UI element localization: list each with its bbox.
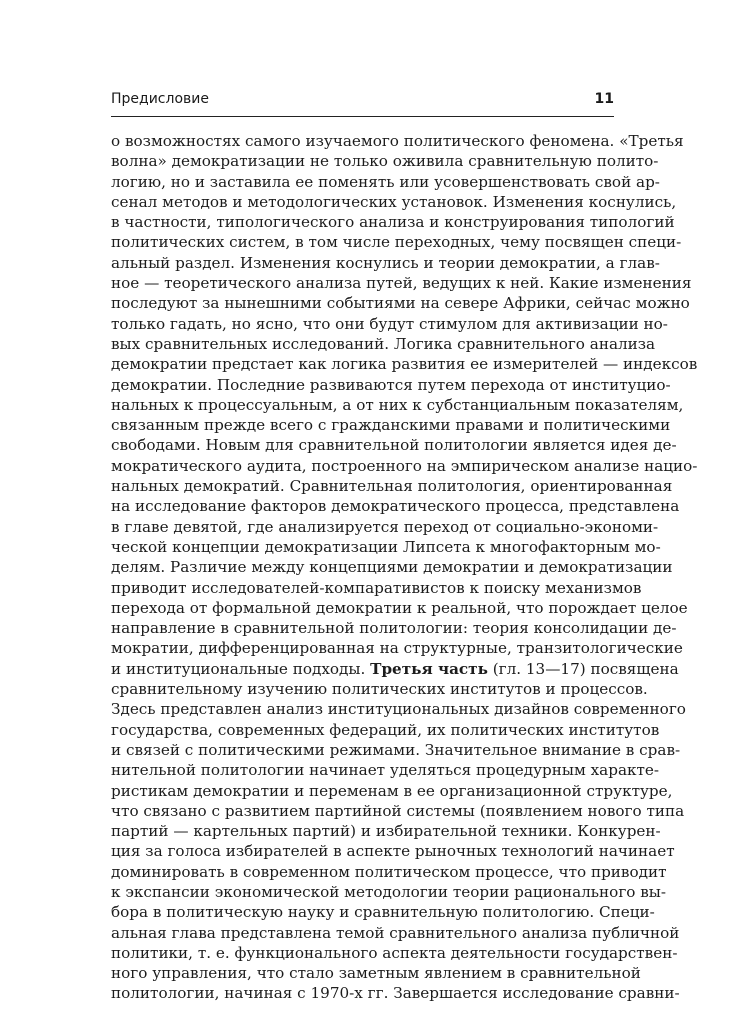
text-line: мократического аудита, построенного на эмпирическом анализе нацио- [111,456,698,475]
text-line: направление в сравнительной политологии: теория консолидации де- [111,619,677,638]
text-line: ного управления, что стало заметным явлением в сравнительной [111,964,641,983]
text-line: о возможностях самого изучаемого политического феномена. «Третья [111,132,684,150]
text-line: альный раздел. Изменения коснулись и теории демократии, а глав- [111,253,660,272]
text-line: Здесь представлен анализ институциональных дизайнов современного [111,700,686,719]
text-line: политологии, начиная с 1970-х гг. Завершается исследование сравни- [111,984,680,1003]
text-line: свободами. Новым для сравнительной политологии является идея де- [111,436,677,455]
text-line: связанным прежде всего с гражданскими правами и политическими [111,416,671,435]
text-line: политики, т. е. функционального аспекта деятельности государствен- [111,943,678,962]
text-line: в частности, типологического анализа и конструирования типологий [111,213,675,232]
text-line: сравнительному изучению политических институтов и процессов. [111,680,648,699]
text-line: ристикам демократии и переменам в ее организационной структуре, [111,781,673,800]
text-line: вых сравнительных исследований. Логика сравнительного анализа [111,334,656,353]
text-line: на исследование факторов демократического процесса, представлена [111,497,680,516]
text-line: и связей с политическими режимами. Значительное внимание в срав- [111,740,681,759]
text-line: логию, но и заставила ее поменять или усовершенствовать свой ар- [111,172,660,191]
text-line: нальных демократий. Сравнительная политология, ориентированная [111,477,673,496]
text-line: демократии. Последние развиваются путем перехода от институцио- [111,375,671,394]
text-line: делям. Различие между концепциями демократии и демократизации [111,558,673,577]
text-line: партий — картельных партий) и избирательной техники. Конкурен- [111,822,661,841]
text-line [111,659,679,679]
text-line-part: и институциональные подходы. [111,659,371,678]
running-head-title: Предисловие [111,91,209,107]
text-line: альная глава представлена темой сравнительного анализа публичной [111,923,680,942]
text-line: демократии предстает как логика развития ее измерителей — индексов [111,355,698,374]
text-line-part: (гл. 13—17) посвящена [487,659,679,678]
text-line: приводит исследователей-компаративистов к поиску механизмов [111,578,642,597]
text-line: политических систем, в том числе переходных, чему посвящен специ- [111,233,682,252]
header-rule [111,116,614,117]
bold-phrase: Третья часть [370,659,488,678]
text-line: в главе девятой, где анализируется переход от социально-экономи- [111,517,659,536]
text-line: нительной политологии начинает уделяться процедурным характе- [111,761,660,780]
body-text [111,131,698,1004]
text-line: доминировать в современном политическом процессе, что приводит [111,862,667,881]
text-line: последуют за нынешними событиями на севере Африки, сейчас можно [111,294,690,313]
text-line: бора в политическую науку и сравнительную политологию. Специ- [111,903,655,922]
text-line: ческой концепции демократизации Липсета к многофакторным мо- [111,537,661,556]
text-line: государства, современных федераций, их политических институтов [111,720,660,739]
text-line: к экспансии экономической методологии теории рационального вы- [111,882,667,901]
text-line: мократии, дифференцированная на структурные, транзитологические [111,639,683,658]
text-line: что связано с развитием партийной системы (появлением нового типа [111,801,685,820]
text-line: только гадать, но ясно, что они будут стимулом для активизации но- [111,314,668,333]
text-line: волна» демократизации не только оживила сравнительную полито- [111,152,659,171]
text-line: сенал методов и методологических установок. Изменения коснулись, [111,192,677,211]
text-line: ция за голоса избирателей в аспекте рыночных технологий начинает [111,842,675,861]
text-line: нальных к процессуальным, а от них к субстанциальным показателям, [111,395,684,414]
text-line: перехода от формальной демократии к реальной, что порождает целое [111,598,688,617]
running-head [111,91,614,113]
text-line: ное — теоретического анализа путей, ведущих к ней. Какие изменения [111,274,692,293]
page-number: 11 [594,91,614,107]
